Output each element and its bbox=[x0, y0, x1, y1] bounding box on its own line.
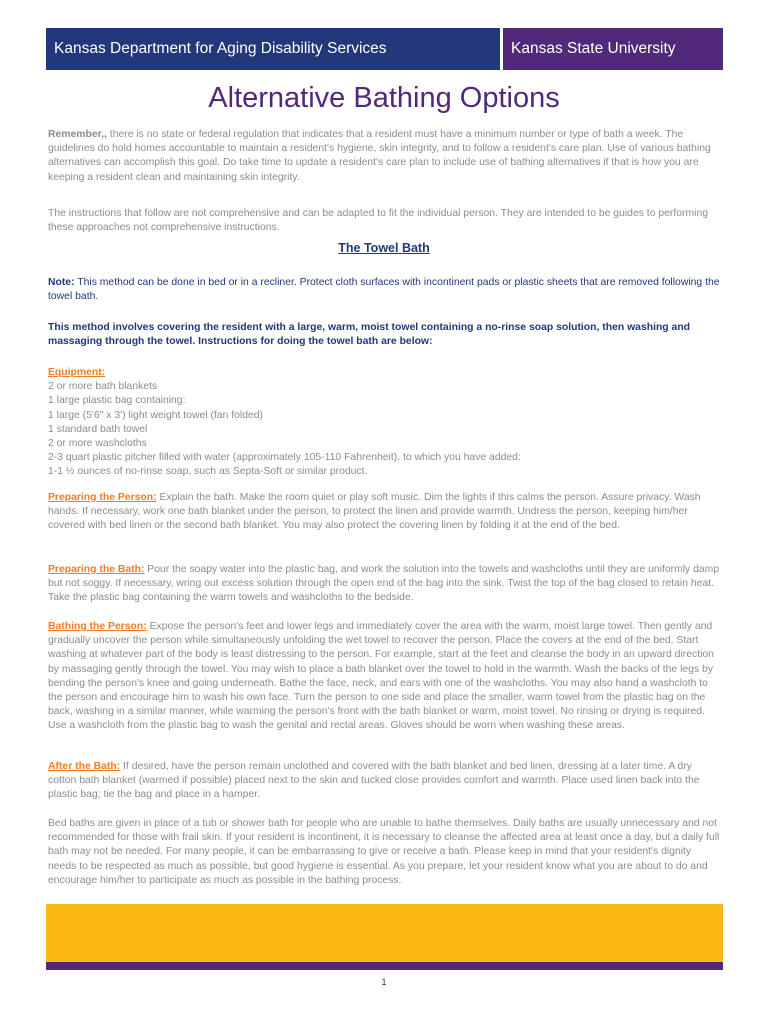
equipment-item: 2-3 quart plastic pitcher filled with water (approximately 105-110 Fahrenheit), to which you have added: bbox=[48, 452, 521, 464]
preparing-person-label: Preparing the Person: bbox=[48, 492, 157, 503]
equipment-item: 2 or more bath blankets bbox=[48, 381, 158, 393]
preparing-bath-text: Pour the soapy water into the plastic bag, and work the solution into the towels and washcloths until they are uniformly damp but not soggy. If necessary, wring out excess solution through the open end of the bag into the sink. Twist the top of the bag closed to retain heat. Take the plastic bag containing the warm towels and washcloths to the bedside. bbox=[48, 564, 720, 604]
after-bath-text: If desired, have the person remain unclothed and covered with the bath blanket and bed linen, dressing at a later time. A dry cotton bath blanket (warmed if possible) placed next to the skin and tucked close provides comfort and warmth. Place used linen back into the plastic bag; tie the bag and place in a hamper. bbox=[48, 761, 700, 801]
intro-paragraph bbox=[48, 128, 720, 185]
intro-text: there is no state or federal regulation that indicates that a resident must have a minimum number or type of bath a week. The guidelines do hold homes accountable to maintain a resident's hygiene, skin integrity, and to follow a resident's care plan. Use of various bathing alternatives can accomplish this goal. Do take time to update a resident's care plan to include use of bathing alternatives if that is how you are keeping a resident clean and maintaining skin integrity. bbox=[48, 129, 711, 183]
page-number: 1 bbox=[381, 977, 387, 987]
note-paragraph bbox=[48, 276, 720, 304]
intro-lead: Remember,, bbox=[48, 129, 107, 140]
preparing-bath-paragraph bbox=[48, 563, 720, 606]
equipment-item: 2 or more washcloths bbox=[48, 438, 147, 450]
equipment-section bbox=[48, 366, 720, 480]
section-heading-towel-bath: The Towel Bath bbox=[338, 241, 430, 255]
footer-gold-band bbox=[46, 904, 723, 962]
after-bath-paragraph bbox=[48, 760, 720, 803]
instructions-note: The instructions that follow are not comprehensive and can be adapted to fit the individual person. They are intended to be guides to performing these approaches not comprehensive instructions. bbox=[48, 208, 709, 234]
preparing-bath-label: Preparing the Bath: bbox=[48, 564, 145, 575]
equipment-item: 1 standard bath towel bbox=[48, 423, 148, 435]
equipment-label: Equipment: bbox=[48, 367, 106, 378]
after-bath-label: After the Bath: bbox=[48, 761, 121, 772]
preparing-person-text: Explain the bath. Make the room quiet or play soft music. Dim the lights if this calms the person. Assure privacy. Wash hands. If necessary, work one bath blanket under the person, to protect the linen and provide warmth. Undress the person, keeping him/her covered with bed linen or the second bath blanket. You may also protect the covering linen by folding it at the end of the bed. bbox=[48, 492, 701, 532]
equipment-item: 1 large plastic bag containing: bbox=[48, 395, 186, 407]
equipment-item: 1 large (5'6" x 3') light weight towel (fan folded) bbox=[48, 409, 264, 421]
equipment-list bbox=[48, 380, 720, 479]
footer-purple-band bbox=[46, 962, 723, 970]
bathing-person-text: Expose the person's feet and lower legs and immediately cover the area with the warm, moist large towel. Then gently and gradually uncover the person while simultaneously unfolding the wet towel to recover the person. Place the covers at the end of the bed. Start washing at whatever part of the body is least distressing to the person. For example, start at the feet and cleanse the body in an upward direction by massaging gently through the towel. You may wish to place a bath blanket over the towel to hold in the warmth. Wash the backs of the legs by bending the person's knee and going underneath. Bathe the face, neck, and ears with one of the washcloths. You may also hand a washcloth to the person and encourage him to wash his own face. Turn the person to one side and place the smaller, warm towel from the plastic bag on the back, washing in a similar manner, while warming the person's front with the bath blanket or warm, moist towel. No rinsing or drying is required. Use a washcloth from the plastic bag to wash the genital and rectal areas. Gloves should be worn when washing these areas. bbox=[48, 621, 714, 732]
bathing-person-paragraph bbox=[48, 620, 720, 734]
note-text: This method can be done in bed or in a recliner. Protect cloth surfaces with incontinent pads or plastic sheets that are removed following the towel bath. bbox=[48, 277, 720, 303]
header-university: Kansas State University bbox=[503, 28, 723, 70]
preparing-person-paragraph bbox=[48, 491, 720, 534]
page-title: Alternative Bathing Options bbox=[208, 82, 560, 114]
equipment-item: 1-1 ½ ounces of no-rinse soap, such as Septa-Soft or similar product. bbox=[48, 466, 368, 478]
header-agency: Kansas Department for Aging Disability Services bbox=[46, 28, 500, 70]
closing-paragraph: Bed baths are given in place of a tub or shower bath for people who are unable to bathe themselves. Daily baths are usually unnecessary and not recommended for those with frail skin. If your resident is incontinent, it is necessary to cleanse the affected area at least once a day, but a daily full bath may not be needed. For many people, it can be embarrassing to give or receive a bath. Please keep in mind that your resident's dignity needs to be respected as much as possible, but good hygiene is essential. As you prepare, let your resident know what you are about to do and encourage him/her to participate as much as possible in the bathing process. bbox=[48, 818, 720, 886]
bathing-person-label: Bathing the Person: bbox=[48, 621, 147, 632]
note-label: Note: bbox=[48, 277, 75, 288]
method-paragraph: This method involves covering the resident with a large, warm, moist towel containing a no-rinse soap solution, then washing and massaging through the towel. Instructions for doing the towel bath are below: bbox=[48, 322, 691, 348]
header-bar bbox=[46, 28, 723, 70]
